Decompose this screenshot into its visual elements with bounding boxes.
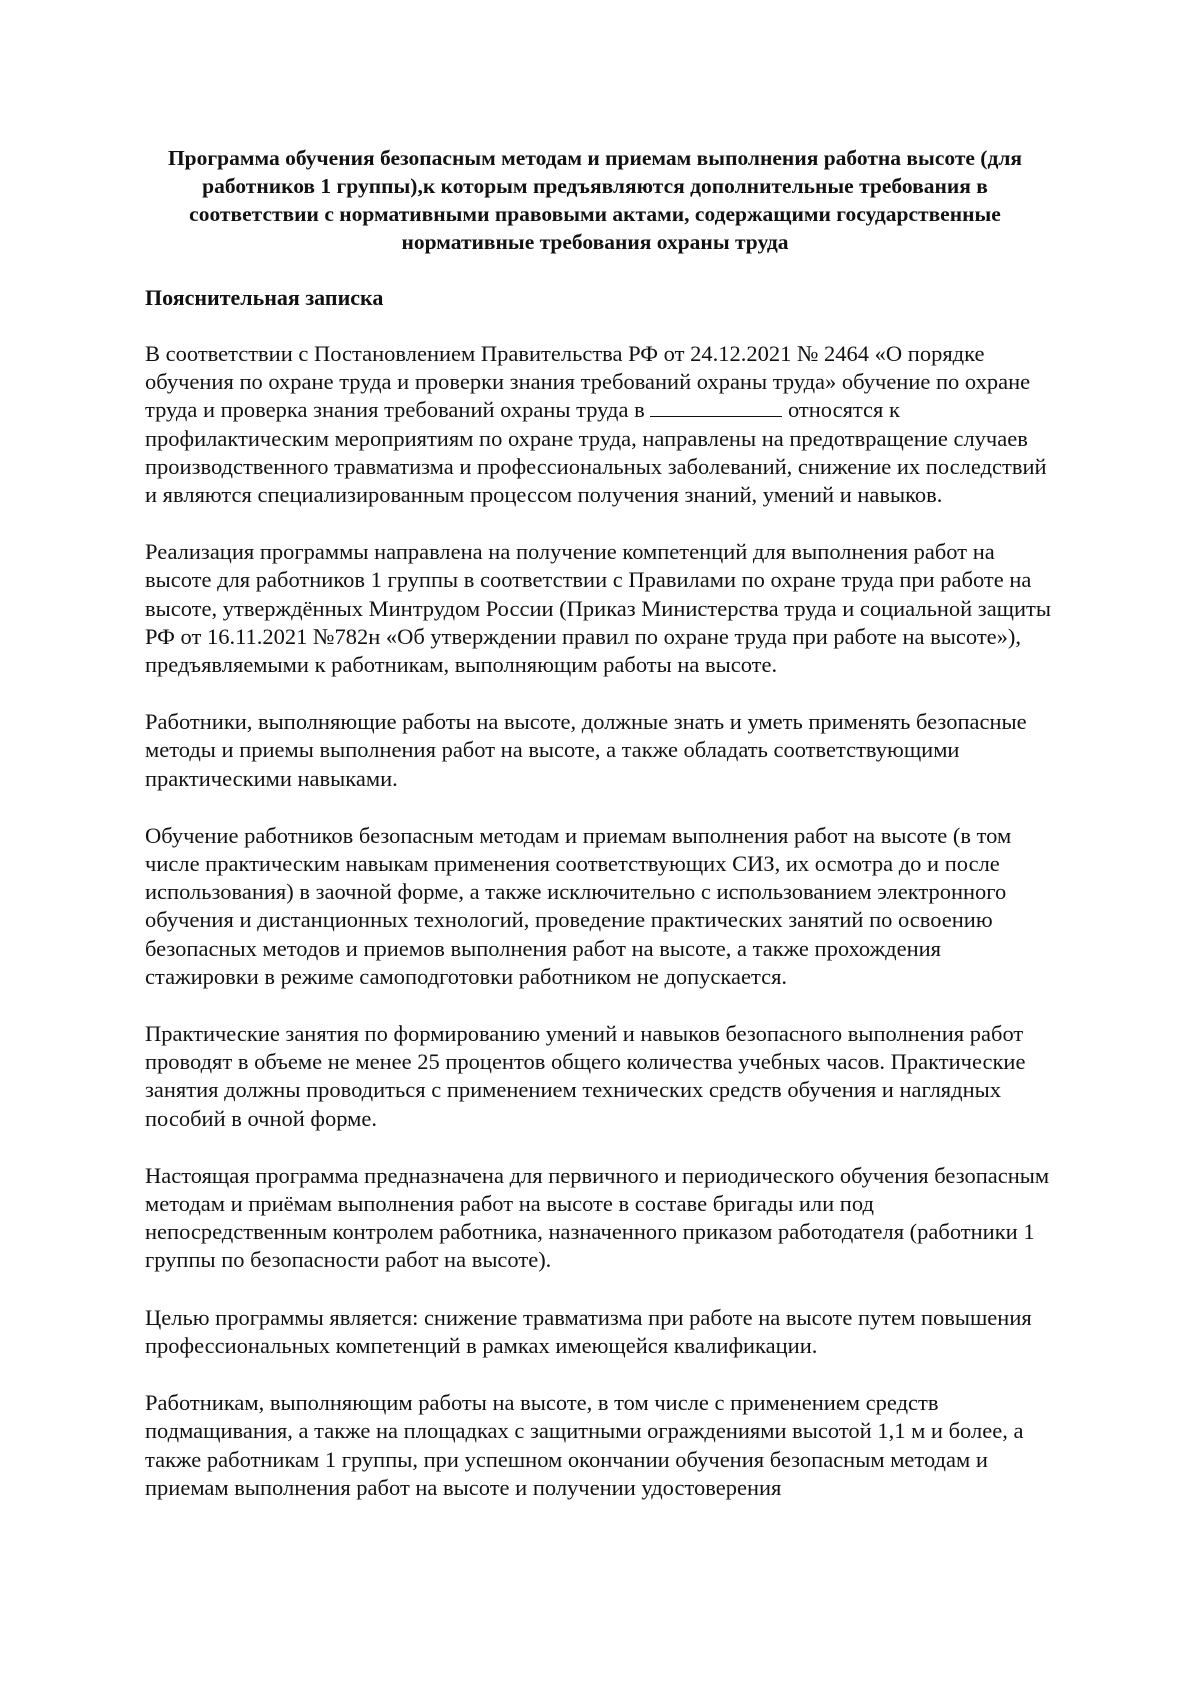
paragraph-text: В соответствии с Постановлением Правительства РФ от 24.12.2021 № 2464 «О порядке обучения по охране труда и проверки знания требований охраны труда» обучение по охране труда и проверка знания требований охраны труда в (145, 341, 1031, 423)
paragraph: Целью программы является: снижение травматизма при работе на высоте путем повышения профессиональных компетенций в рамках имеющейся квалификации. (145, 1304, 1032, 1358)
fill-in-blank-line (650, 398, 782, 417)
paragraph: Реализация программы направлена на получение компетенций для выполнения работ на высоте для работников 1 группы в соответствии с Правилами по охране труда при работе на высоте, утверждённых Минтрудом России (Приказ Министерства труда и социальной защиты РФ от 16.11.2021 №782н «Об утверждении правил по охране труда при работе на высоте»), предъявляемыми к работникам, выполняющим работы на высоте. (145, 539, 1051, 678)
paragraph: Работники, выполняющие работы на высоте, должные знать и уметь применять безопасные методы и приемы выполнения работ на высоте, а также обладать соответствующими практическими навыками. (145, 709, 1027, 791)
document-body (145, 340, 1060, 1531)
paragraph: Практические занятия по формированию умений и навыков безопасного выполнения работ проводят в объеме не менее 25 процентов общего количества учебных часов. Практические занятия должны проводиться с применением технических средств обучения и наглядных пособий в очной форме. (145, 1021, 1026, 1131)
paragraph-text: относятся к профилактическим мероприятиям по охране труда, направлены на предотвращение случаев производственного травматизма и профессиональных заболеваний, снижение их последствий и являются специализированным процессом получения знаний, умений и навыков. (145, 397, 1047, 508)
paragraph: Настоящая программа предназначена для первичного и периодического обучения безопасным методам и приёмам выполнения работ на высоте в составе бригады или под непосредственным контролем работника, назначенного приказом работодателя (работники 1 группы по безопасности работ на высоте). (145, 1162, 1050, 1273)
paragraph: Обучение работников безопасным методам и приемам выполнения работ на высоте (в том числе практическим навыкам применения соответствующих СИЗ, их осмотра до и после использования) в заочной форме, а также исключительно с использованием электронного обучения и дистанционных технологий, проведение практических занятий по освоению безопасных методов и приемов выполнения работ на высоте, а также прохождения стажировки в режиме самоподготовки работником не допускается. (145, 822, 1012, 989)
paragraph: Работникам, выполняющим работы на высоте, в том числе с применением средств подмащивания, а также на площадках с защитными ограждениями высотой 1,1 м и более, а также работникам 1 группы, при успешном окончании обучения безопасным методам и приемам выполнения работ на высоте и получении удостоверения (145, 1390, 1024, 1500)
section-heading: Пояснительная записка (145, 285, 384, 310)
document-title: Программа обучения безопасным методам и приемам выполнения работна высоте (для работников 1 группы),к которым предъявляются дополнительные требования в соответствии с нормативными правовыми актами, содержащими государственные нормативные требования охраны труда (167, 146, 1023, 254)
paragraph (145, 340, 1060, 509)
